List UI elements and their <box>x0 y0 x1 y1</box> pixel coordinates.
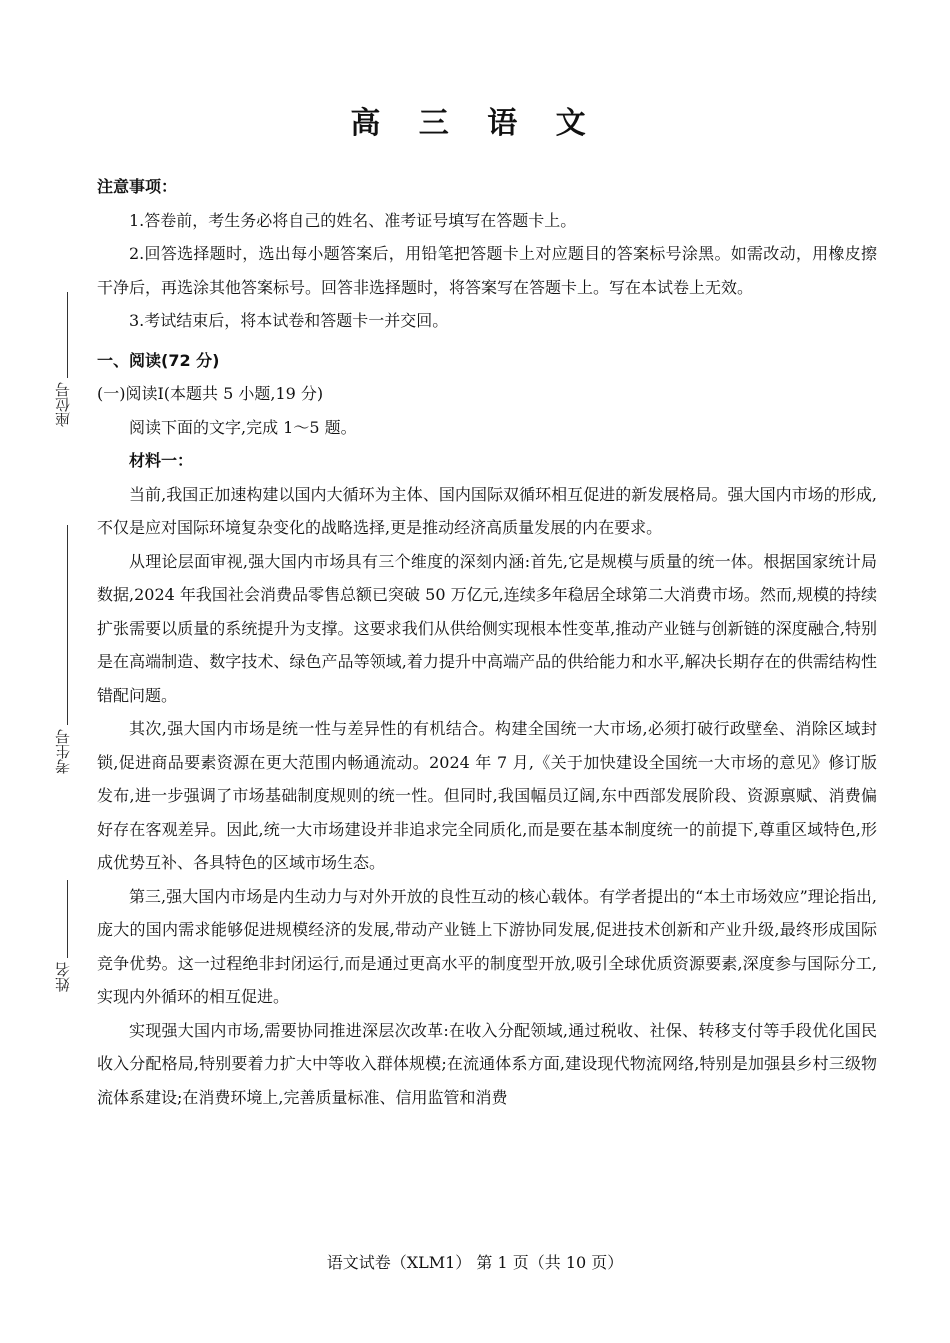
notice-item-2: 2.回答选择题时，选出每小题答案后，用铅笔把答题卡上对应题目的答案标号涂黑。如需改动，用橡皮擦干净后，再选涂其他答案标号。回答非选择题时，将答案写在答题卡上。写在本试卷上无效。 <box>97 244 877 297</box>
name-label: 姓名 <box>53 962 72 992</box>
candidate-number-label: 考生号 <box>53 729 72 774</box>
paragraph-4: 第三,强大国内市场是内生动力与对外开放的良性互动的核心载体。有学者提出的“本土市场效应”理论指出,庞大的国内需求能够促进规模经济的发展,带动产业链上下游协同发展,促进技术创新和产业升级,最终形成国际竞争优势。这一过程绝非封闭运行,而是通过更高水平的制度型开放,吸引全球优质资源要素,深度参与国际分工,实现内外循环的相互促进。 <box>97 886 877 1006</box>
paragraph-3: 其次,强大国内市场是统一性与差异性的有机结合。构建全国统一大市场,必须打破行政壁垒、消除区域封锁,促进商品要素资源在更大范围内畅通流动。2024 年 7 月,《关于加快建设全国统一大市场的意见》修订版发布,进一步强调了市场基础制度规则的统一性。但同时,我国幅员辽阔,东中西部发展阶段、资源禀赋、消费偏好存在客观差异。因此,统一大市场建设并非追求完全同质化,而是要在基本制度统一的前提下,尊重区域特色,形成优势互补、各具特色的区域市场生态。 <box>97 719 877 872</box>
page-title: 高 三 语 文 <box>350 106 600 141</box>
sub-section-heading: (一)阅读Ⅰ(本题共 5 小题,19 分) <box>97 384 324 403</box>
name-field[interactable] <box>50 880 74 992</box>
notice-item-3: 3.考试结束后，将本试卷和答题卡一并交回。 <box>129 311 449 330</box>
name-line <box>67 880 68 958</box>
section-heading: 一、阅读(72 分) <box>97 350 220 370</box>
seat-number-label: 座位号 <box>53 382 72 427</box>
candidate-number-field[interactable] <box>50 525 74 774</box>
notice-item-1: 1.答卷前，考生务必将自己的姓名、准考证号填写在答题卡上。 <box>129 210 577 230</box>
notice-heading: 注意事项： <box>97 177 178 196</box>
paragraph-1: 当前,我国正加速构建以国内大循环为主体、国内国际双循环相互促进的新发展格局。强大国内市场的形成,不仅是应对国际环境复杂变化的战略选择,更是推动经济高质量发展的内在要求。 <box>97 484 877 537</box>
instruction: 阅读下面的文字,完成 1～5 题。 <box>129 417 357 437</box>
material-label: 材料一： <box>129 451 194 470</box>
page-content <box>97 170 877 1114</box>
seat-number-line <box>67 292 68 378</box>
page-footer: 语文试卷（XLM1） 第 1 页（共 10 页） <box>326 1253 624 1272</box>
candidate-number-line <box>67 525 68 725</box>
paragraph-2: 从理论层面审视,强大国内市场具有三个维度的深刻内涵:首先,它是规模与质量的统一体。根据国家统计局数据,2024 年我国社会消费品零售总额已突破 50 万亿元,连续多年稳居全球第二大消费市场。然而,规模的持续扩张需要以质量的系统提升为支撑。这要求我们从供给侧实现根本性变革,推动产业链与创新链的深度融合,特别是在高端制造、数字技术、绿色产品等领域,着力提升中高端产品的供给能力和水平,解决长期存在的供需结构性错配问题。 <box>97 551 877 705</box>
seat-number-field[interactable] <box>50 292 74 427</box>
paragraph-5: 实现强大国内市场,需要协同推进深层次改革:在收入分配领域,通过税收、社保、转移支付等手段优化国民收入分配格局,特别要着力扩大中等收入群体规模;在流通体系方面,建设现代物流网络,特别是加强县乡村三级物流体系建设;在消费环境上,完善质量标准、信用监管和消费 <box>97 1020 877 1107</box>
